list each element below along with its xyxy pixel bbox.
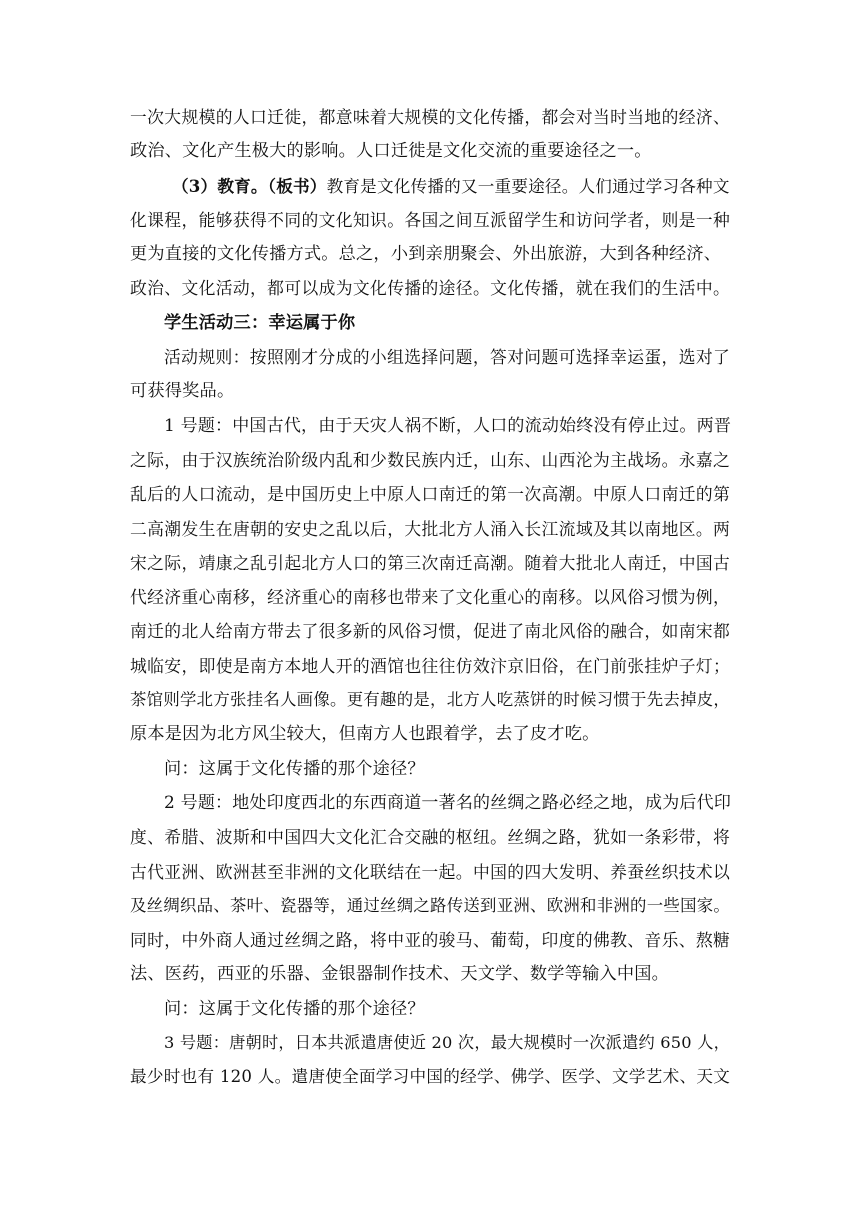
text-line: 最少时也有 120 人。遣唐使全面学习中国的经学、佛学、医学、文学艺术、天文 bbox=[130, 1067, 730, 1087]
text-line: 原本是因为北方风尘较大，但南方人也跟着学，去了皮才吃。 bbox=[130, 724, 600, 745]
text-line: 南迁的北人给南方带去了很多新的风俗习惯，促进了南北风俗的融合，如南宋都 bbox=[130, 621, 730, 642]
section-heading: （3）教育。（板书） bbox=[172, 175, 327, 196]
text-line: 度、希腊、波斯和中国四大文化汇合交融的枢纽。丝绸之路，犹如一条彩带，将 bbox=[130, 827, 730, 848]
text-line: 法、医药，西亚的乐器、金银器制作技术、天文学、数学等输入中国。 bbox=[130, 964, 670, 985]
text-line: 及丝绸织品、茶叶、瓷器等，通过丝绸之路传送到亚洲、欧洲和非洲的一些国家。 bbox=[130, 895, 730, 915]
text-line: 可获得奖品。 bbox=[130, 381, 235, 402]
text-line: 化课程，能够获得不同的文化知识。各国之间互派留学生和访问学者，则是一种 bbox=[130, 209, 730, 230]
text-line: 乱后的人口流动，是中国历史上中原人口南迁的第一次高潮。中原人口南迁的第 bbox=[130, 484, 730, 505]
paragraph-line: 2 号题：地处印度西北的东西商道一著名的丝绸之路必经之地，成为后代印 bbox=[164, 792, 732, 813]
text-line: 政治、文化产生极大的影响。人口迁徙是文化交流的重要途径之一。 bbox=[130, 141, 652, 162]
text-span: 教育是文化传播的又一重要途径。人们通过学习各种文 bbox=[326, 176, 730, 196]
paragraph-line: 1 号题：中国古代，由于天灾人祸不断，人口的流动始终没有停止过。两晋 bbox=[164, 415, 732, 436]
question-line: 问：这属于文化传播的那个途径？ bbox=[164, 758, 425, 779]
text-line: 古代亚洲、欧洲甚至非洲的文化联结在一起。中国的四大发明、养蚕丝织技术以 bbox=[130, 861, 730, 882]
paragraph-line: 活动规则：按照刚才分成的小组选择问题，答对问题可选择幸运蛋，选对了 bbox=[164, 347, 730, 368]
text-line: 代经济重心南移，经济重心的南移也带来了文化重心的南移。以风俗习惯为例， bbox=[130, 587, 730, 608]
text-line: 同时，中外商人通过丝绸之路，将中亚的骏马、葡萄，印度的佛教、音乐、熬糖 bbox=[130, 930, 730, 951]
text-line: 一次大规模的人口迁徙，都意味着大规模的文化传播，都会对当时当地的经济、 bbox=[130, 107, 730, 127]
text-line: 政治、文化活动，都可以成为文化传播的途径。文化传播，就在我们的生活中。 bbox=[130, 278, 730, 299]
text-line: 之际，由于汉族统治阶级内乱和少数民族内迁，山东、山西沦为主战场。永嘉之 bbox=[130, 449, 730, 470]
activity-heading: 学生活动三：幸运属于你 bbox=[164, 312, 356, 333]
text-line: 二高潮发生在唐朝的安史之乱以后，大批北方人涌入长江流域及其以南地区。两 bbox=[130, 518, 730, 539]
text-line: 茶馆则学北方张挂名人画像。更有趣的是，北方人吃蒸饼的时候习惯于先去掉皮， bbox=[130, 690, 730, 710]
text-line: 更为直接的文化传播方式。总之，小到亲朋聚会、外出旅游，大到各种经济、 bbox=[130, 244, 722, 265]
text-line: 宋之际，靖康之乱引起北方人口的第三次南迁高潮。随着大批北人南迁，中国古 bbox=[130, 552, 730, 573]
paragraph-line: 3 号题：唐朝时，日本共派遣唐使近 20 次，最大规模时一次派遣约 650 人， bbox=[164, 1033, 730, 1053]
document-page bbox=[130, 100, 730, 1095]
paragraph-line bbox=[130, 169, 730, 203]
text-line: 城临安，即使是南方本地人开的酒馆也往往仿效汴京旧俗，在门前张挂炉子灯； bbox=[130, 655, 730, 676]
question-line: 问：这属于文化传播的那个途径？ bbox=[164, 998, 425, 1019]
